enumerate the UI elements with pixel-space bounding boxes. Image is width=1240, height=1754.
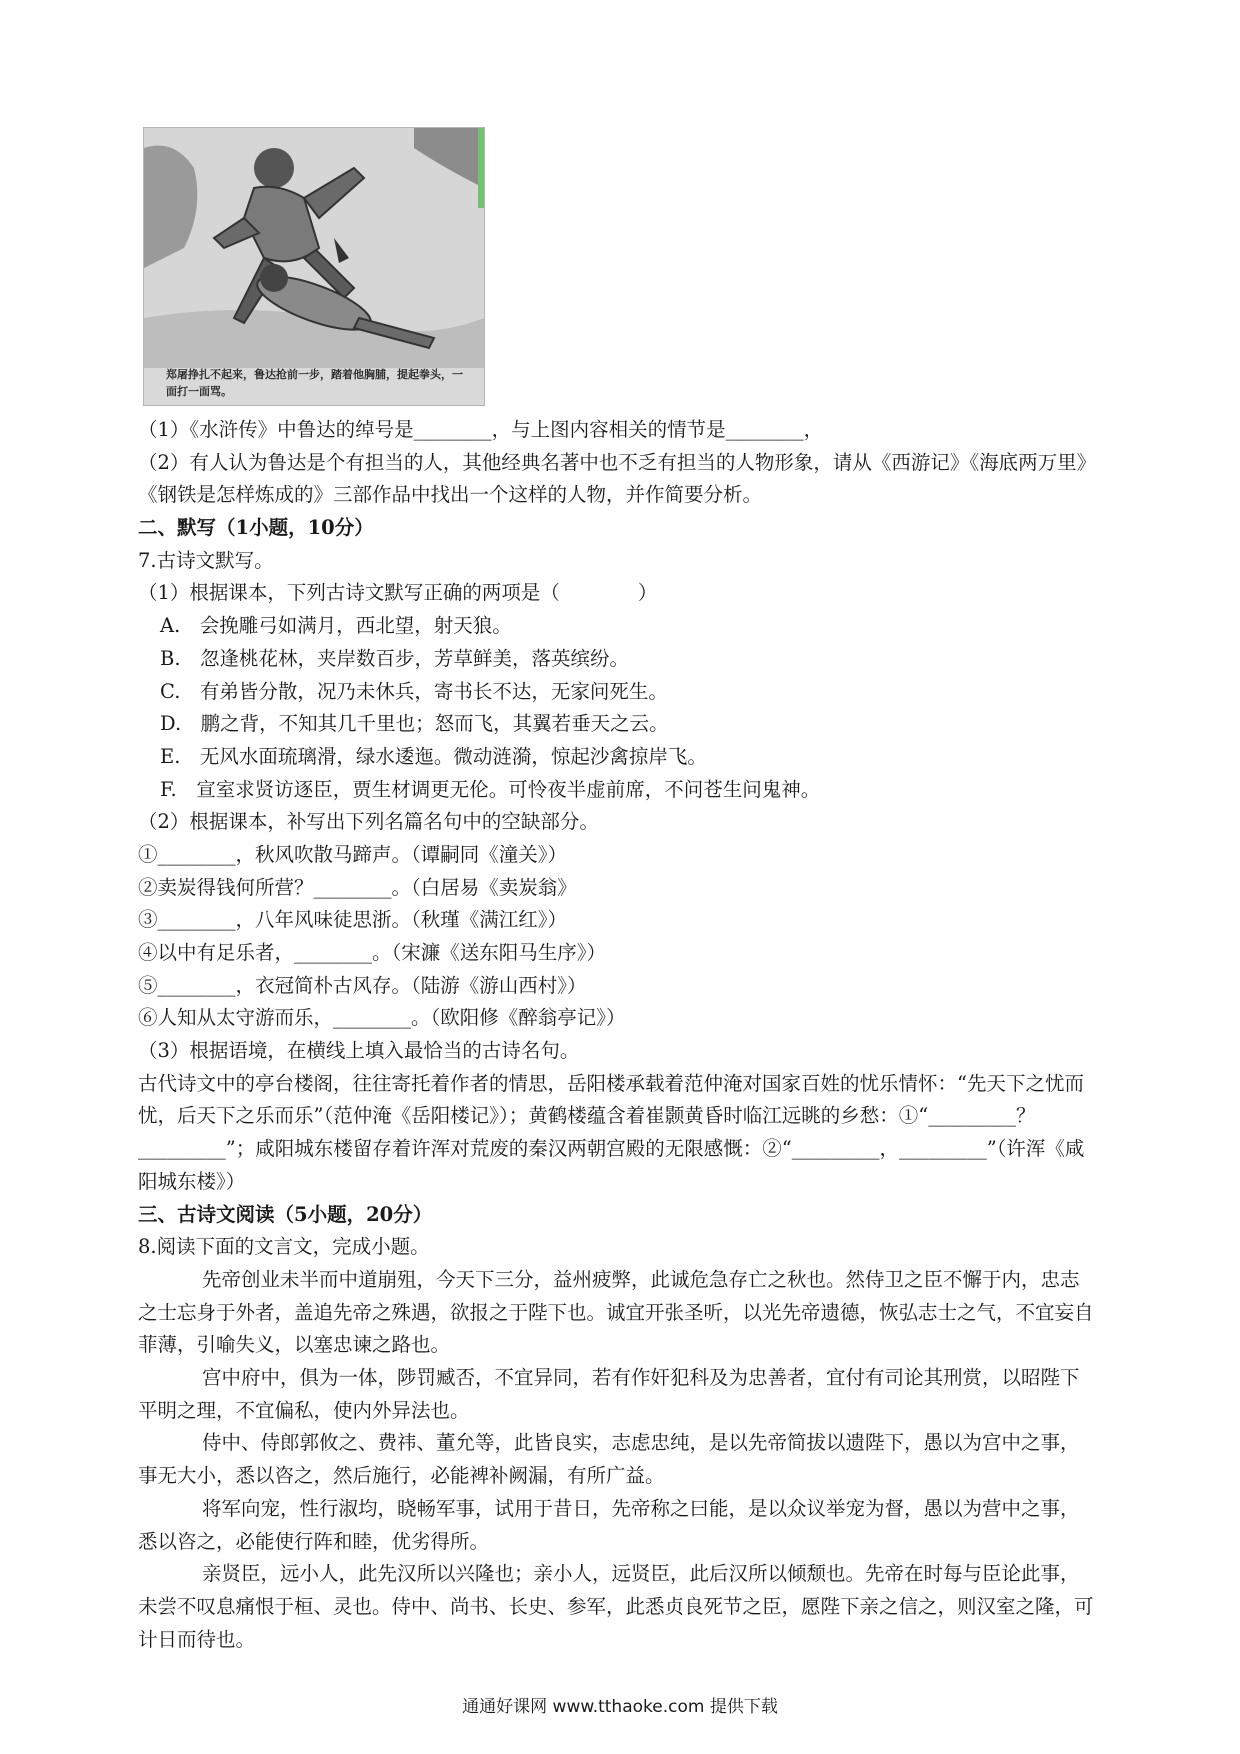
document-body bbox=[138, 414, 1098, 1656]
question-7-1: （1）根据课本，下列古诗文默写正确的两项是（ ） bbox=[138, 581, 658, 605]
blank-4: ④以中有足乐者，________。（宋濂《送东阳马生序》） bbox=[138, 941, 607, 965]
question-8-title: 8.阅读下面的文言文，完成小题。 bbox=[138, 1235, 430, 1259]
passage-paragraph-2: 宫中府中，俱为一体，陟罚臧否，不宜异同，若有作奸犯科及为忠善者，宜付有司论其刑赏，以昭陛下平明之理，不宜偏私，使内外异法也。 bbox=[138, 1366, 1080, 1422]
question-7-2: （2）根据课本，补写出下列名篇名句中的空缺部分。 bbox=[138, 810, 599, 834]
illustration bbox=[143, 127, 485, 406]
woodcut-illustration bbox=[144, 128, 484, 368]
option-d: D. 鹏之背，不知其几千里也；怒而飞，其翼若垂天之云。 bbox=[160, 712, 669, 736]
section-2-heading: 二、默写（1小题，10分） bbox=[138, 516, 374, 540]
section-3-heading: 三、古诗文阅读（5小题，20分） bbox=[138, 1202, 433, 1226]
scan-edge-mark bbox=[478, 128, 484, 208]
illustration-caption: 郑屠挣扎不起来，鲁达抢前一步，踏着他胸脯，提起拳头，一面打一面骂。 bbox=[166, 368, 463, 398]
option-e: E. 无风水面琉璃滑，绿水逶迤。微动涟漪，惊起沙禽掠岸飞。 bbox=[160, 744, 707, 768]
passage-paragraph-4: 将军向宠，性行淑均，晓畅军事，试用于昔日，先帝称之曰能，是以众议举宠为督，愚以为营中之事，悉以咨之，必能使行阵和睦，优劣得所。 bbox=[138, 1496, 1080, 1553]
blank-1: ①________，秋风吹散马蹄声。（谭嗣同《潼关》） bbox=[138, 842, 568, 866]
passage-paragraph-5: 亲贤臣，远小人，此先汉所以兴隆也；亲小人，远贤臣，此后汉所以倾颓也。先帝在时每与臣论此事，未尝不叹息痛恨于桓、灵也。侍中、尚书、长史、参军，此悉贞良死节之臣，愿陛下亲之信之，则汉室之隆，可计日而待也。 bbox=[138, 1562, 1094, 1651]
question-7-title: 7.古诗文默写。 bbox=[138, 548, 274, 572]
option-f: F. 宣室求贤访逐臣，贾生材调更无伦。可怜夜半虚前席，不问苍生问鬼神。 bbox=[160, 777, 821, 801]
page-footer: 通通好课网 www.tthaoke.com 提供下载 bbox=[462, 1697, 778, 1717]
passage-paragraph-3: 侍中、侍郎郭攸之、费祎、董允等，此皆良实，志虑忠纯，是以先帝简拔以遗陛下，愚以为宫中之事，事无大小，悉以咨之，然后施行，必能裨补阙漏，有所广益。 bbox=[138, 1431, 1080, 1488]
blank-5: ⑤________，衣冠简朴古风存。（陆游《游山西村》） bbox=[138, 973, 587, 997]
blank-6: ⑥人知从太守游而乐，________。（欧阳修《醉翁亭记》） bbox=[138, 1006, 626, 1030]
question-6-2: （2）有人认为鲁达是个有担当的人，其他经典名著中也不乏有担当的人物形象，请从《西游记》《海底两万里》《钢铁是怎样炼成的》三部作品中找出一个这样的人物，并作简要分析。 bbox=[138, 450, 1097, 507]
question-7-3-text: 古代诗文中的亭台楼阁，往往寄托着作者的情思，岳阳楼承载着范仲淹对国家百姓的忧乐情怀：“先天下之忧而忧，后天下之乐而乐”（范仲淹《岳阳楼记》）；黄鹤楼蕴含着崔颢黄昏时临江远眺的乡愁：①“_________？_________”；咸阳城东楼留存着许浑对荒废的秦汉两朝宫殿的无限感慨：②“_________，_________”（许浑《咸阳城东楼》） bbox=[138, 1071, 1085, 1193]
passage-paragraph-1: 先帝创业未半而中道崩殂，今天下三分，益州疲弊，此诚危急存亡之秋也。然侍卫之臣不懈于内，忠志之士忘身于外者，盖追先帝之殊遇，欲报之于陛下也。诚宜开张圣听，以光先帝遗德，恢弘志士之气，不宜妄自菲薄，引喻失义，以塞忠谏之路也。 bbox=[138, 1267, 1094, 1357]
option-b: B. 忽逢桃花林，夹岸数百步，芳草鲜美，落英缤纷。 bbox=[160, 646, 630, 670]
option-c: C. 有弟皆分散，况乃未休兵，寄书长不达，无家问死生。 bbox=[160, 679, 668, 703]
blank-3: ③________，八年风味徒思浙。（秋瑾《满江红》） bbox=[138, 908, 568, 932]
question-7-3: （3）根据语境，在横线上填入最恰当的古诗名句。 bbox=[138, 1039, 580, 1063]
blank-2: ②卖炭得钱何所营？________。（白居易《卖炭翁》 bbox=[138, 875, 577, 899]
option-a: A. 会挽雕弓如满月，西北望，射天狼。 bbox=[160, 614, 512, 638]
question-6-1: （1）《水浒传》中鲁达的绰号是________，与上图内容相关的情节是________， bbox=[138, 418, 824, 441]
